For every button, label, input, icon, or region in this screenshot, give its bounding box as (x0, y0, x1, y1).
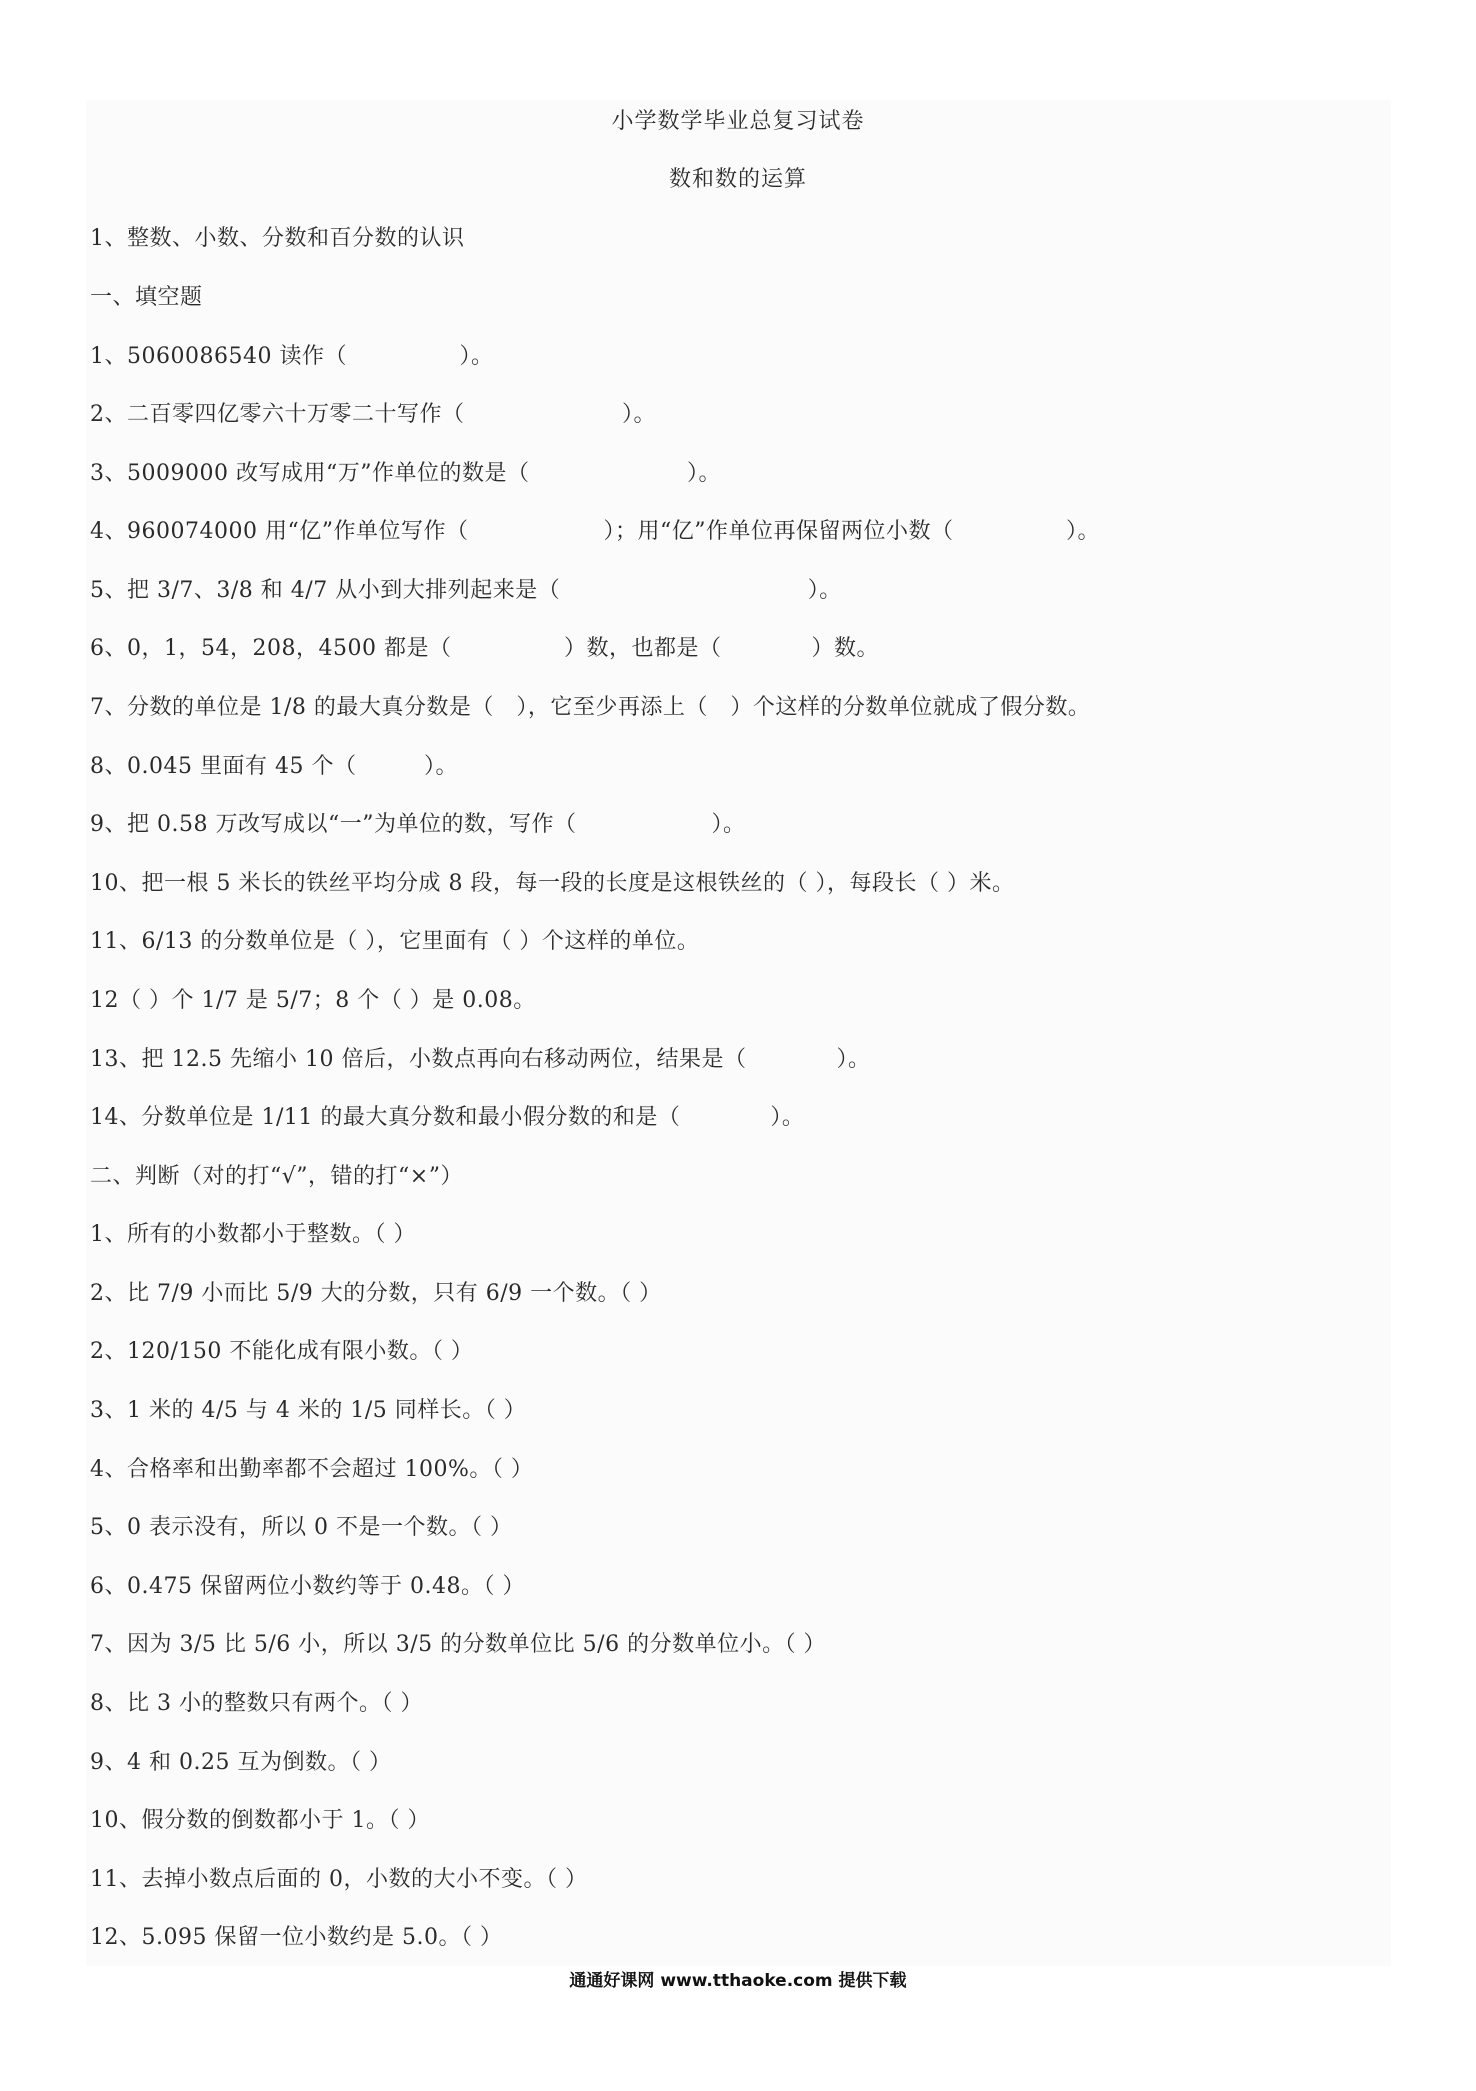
judgement-question: 11、去掉小数点后面的 0，小数的大小不变。（ ） (90, 1867, 588, 1892)
fill-blank-question: 5、把 3/7、3/8 和 4/7 从小到大排列起来是（ ）。 (90, 578, 842, 603)
judgement-question: 2、120/150 不能化成有限小数。（ ） (90, 1339, 474, 1364)
fill-blank-question: 9、把 0.58 万改写成以“一”为单位的数，写作（ ）。 (90, 812, 746, 837)
fill-blank-question: 8、0.045 里面有 45 个（ ）。 (90, 754, 458, 779)
fill-blank-question: 2、二百零四亿零六十万零二十写作（ ）。 (90, 402, 656, 427)
fill-blank-question: 13、把 12.5 先缩小 10 倍后，小数点再向右移动两位，结果是（ ）。 (90, 1047, 871, 1072)
judgement-question: 7、因为 3/5 比 5/6 小，所以 3/5 的分数单位比 5/6 的分数单位小。（ ） (90, 1632, 827, 1657)
fill-blank-question: 10、把一根 5 米长的铁丝平均分成 8 段，每一段的长度是这根铁丝的（ ），每段长（ ）米。 (90, 871, 1015, 896)
fill-blank-question: 11、6/13 的分数单位是（ ），它里面有（ ）个这样的单位。 (90, 929, 700, 954)
judgement-question: 9、4 和 0.25 互为倒数。（ ） (90, 1750, 392, 1775)
part-heading-judgement: 二、判断（对的打“√”，错的打“×”） (90, 1164, 463, 1189)
page-subtitle: 数和数的运算 (668, 167, 807, 192)
judgement-question: 4、合格率和出勤率都不会超过 100%。（ ） (90, 1457, 534, 1482)
footer-source-text: 通通好课网 www.tthaoke.com 提供下载 (569, 1971, 907, 1991)
page-title: 小学数学毕业总复习试卷 (611, 109, 865, 134)
judgement-question: 8、比 3 小的整数只有两个。（ ） (90, 1691, 423, 1716)
judgement-question: 12、5.095 保留一位小数约是 5.0。（ ） (90, 1925, 503, 1950)
fill-blank-question: 3、5009000 改写成用“万”作单位的数是（ ）。 (90, 461, 721, 486)
judgement-question: 6、0.475 保留两位小数约等于 0.48。（ ） (90, 1574, 525, 1599)
fill-blank-question: 1、5060086540 读作（ ）。 (90, 344, 494, 369)
fill-blank-question: 4、960074000 用“亿”作单位写作（ ）；用“亿”作单位再保留两位小数（ ）。 (90, 519, 1100, 544)
fill-blank-question: 12（ ）个 1/7 是 5/7；8 个（ ）是 0.08。 (90, 988, 536, 1013)
judgement-question: 2、比 7/9 小而比 5/9 大的分数，只有 6/9 一个数。（ ） (90, 1281, 662, 1306)
part-heading-fill-blanks: 一、填空题 (90, 285, 203, 310)
judgement-question: 1、所有的小数都小于整数。（ ） (90, 1222, 416, 1247)
judgement-question: 3、1 米的 4/5 与 4 米的 1/5 同样长。（ ） (90, 1398, 527, 1423)
judgement-question: 5、0 表示没有，所以 0 不是一个数。（ ） (90, 1515, 513, 1540)
judgement-question: 10、假分数的倒数都小于 1。（ ） (90, 1808, 430, 1833)
section-heading: 1、整数、小数、分数和百分数的认识 (90, 226, 465, 251)
fill-blank-question: 6、0，1，54，208，4500 都是（ ）数，也都是（ ）数。 (90, 636, 879, 661)
fill-blank-question: 7、分数的单位是 1/8 的最大真分数是（ ），它至少再添上（ ）个这样的分数单位就成了假分数。 (90, 695, 1091, 720)
fill-blank-question: 14、分数单位是 1/11 的最大真分数和最小假分数的和是（ ）。 (90, 1105, 805, 1130)
